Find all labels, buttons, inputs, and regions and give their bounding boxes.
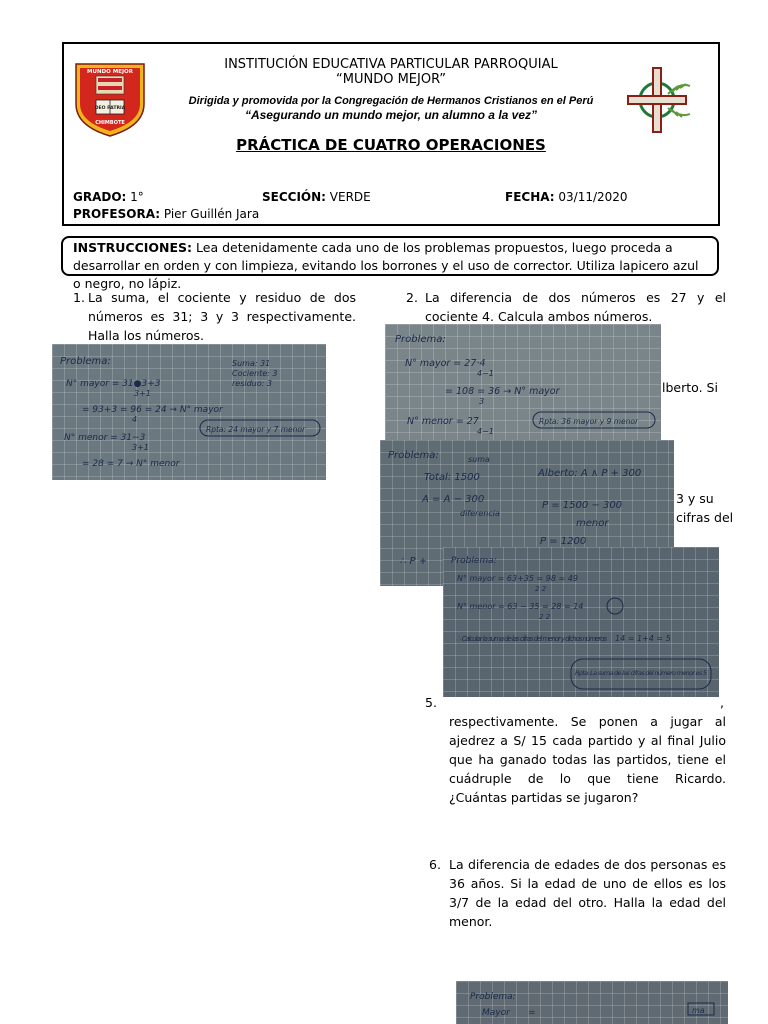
photo-line: 3 bbox=[479, 397, 485, 406]
grade-value: 1° bbox=[130, 190, 144, 204]
handwritten-solution-photo-1 bbox=[52, 344, 326, 480]
photo-heading: Problema: bbox=[60, 356, 111, 367]
problem-number: 6. bbox=[429, 857, 441, 872]
instructions-box bbox=[61, 236, 719, 291]
problem-5 bbox=[425, 695, 726, 807]
photo-heading: Problema: bbox=[451, 556, 497, 566]
photo-line: N° menor = 31−3 bbox=[64, 433, 146, 443]
problem-text: La suma, el cociente y residuo de dos números es 31; 3 y 3 respectivamente. Halla los números. bbox=[88, 290, 356, 343]
crest-bottom-text: CHIMBOTE bbox=[95, 120, 125, 126]
photo-line: Mayor bbox=[482, 1008, 510, 1018]
photo-line: N° mayor = 31●3+3 bbox=[66, 379, 161, 389]
problem-text: respectivamente. Se ponen a jugar al ajedrez a S/ 15 cada partido y al final Julio que ha ganado todas las partidos, tiene el cuádruple de lo que tiene Ricardo. ¿Cuántas partidas se jugaron? bbox=[449, 714, 726, 805]
problem-number: 5. bbox=[425, 695, 437, 710]
section-label: SECCIÓN: bbox=[262, 190, 326, 204]
photo-line: 2 2 bbox=[535, 585, 547, 593]
photo-line: 3+1 bbox=[134, 389, 151, 398]
photo-line: A = A − 300 bbox=[422, 494, 485, 505]
teacher-field bbox=[73, 207, 259, 221]
date-label: FECHA: bbox=[505, 190, 555, 204]
occluded-fragment: lberto. Si bbox=[662, 380, 718, 395]
motto-line: “Asegurando un mundo mejor, un alumno a la vez” bbox=[244, 108, 538, 122]
photo-line: ∴ P + bbox=[400, 556, 428, 567]
handwritten-solution-photo-5 bbox=[456, 981, 728, 1024]
problem-number: 2. bbox=[406, 290, 418, 305]
occluded-fragment: 3 y su bbox=[676, 491, 714, 506]
photo-line: P = 1200 bbox=[540, 536, 587, 547]
photo-line: suma bbox=[468, 455, 490, 464]
photo-line: menor bbox=[576, 518, 609, 529]
photo-line: = bbox=[528, 1008, 536, 1018]
problem-6 bbox=[429, 855, 726, 931]
teacher-label: PROFESORA: bbox=[73, 207, 161, 221]
grade-label: GRADO: bbox=[73, 190, 127, 204]
teacher-value: Pier Guillén Jara bbox=[163, 207, 260, 221]
photo-heading: Problema: bbox=[470, 992, 516, 1002]
photo-line: = 93+3 = 96 = 24 → N° mayor bbox=[82, 405, 223, 415]
photo-side-note: residuo: 3 bbox=[232, 379, 272, 388]
photo-line: 4−1 bbox=[477, 427, 494, 436]
directed-by-line: Dirigida y promovida por la Congregación de Hermanos Cristianos en el Perú bbox=[188, 95, 594, 107]
photo-line: P = 1500 − 300 bbox=[542, 500, 623, 511]
photo-line: Alberto: A ∧ P + 300 bbox=[538, 468, 642, 479]
instructions-label: INSTRUCCIONES: bbox=[73, 240, 193, 255]
section-value: VERDE bbox=[329, 190, 371, 204]
photo-heading: Problema: bbox=[388, 450, 439, 461]
photo-line: = 108 = 36 → N° mayor bbox=[445, 386, 560, 397]
photo-side-note: Cociente: 3 bbox=[232, 369, 278, 378]
date-field bbox=[505, 190, 628, 204]
section-field bbox=[262, 190, 371, 204]
crest-top-text: MUNDO MEJOR bbox=[87, 69, 133, 75]
photo-line: 14 = 1+4 = 5 bbox=[615, 634, 671, 643]
photo-line: ∴ Calcular la suma de las cifras del menor y dichos números bbox=[457, 635, 607, 643]
instructions-text: Lea detenidamente cada uno de los problemas propuestos, luego proceda a desarrollar en orden y con limpieza, evitando los borrones y el uso de corrector. Utiliza lapicero azul o negro, no lápiz. bbox=[73, 240, 699, 291]
school-name: “MUNDO MEJOR” bbox=[336, 72, 446, 87]
problem-number: 1. bbox=[73, 290, 85, 305]
photo-answer: Rpta: La suma de las cifras del número menor es 5 bbox=[575, 669, 707, 677]
problem-2 bbox=[406, 288, 726, 326]
photo-line: 3+1 bbox=[132, 443, 149, 452]
grade-field bbox=[73, 190, 144, 204]
photo-line: N° menor = 63 − 35 = 28 = 14 bbox=[457, 602, 584, 611]
page-title: PRÁCTICA DE CUATRO OPERACIONES bbox=[236, 136, 546, 154]
photo-line: 4 bbox=[132, 415, 138, 424]
photo-heading: Problema: bbox=[395, 334, 446, 345]
photo-line: N° menor = 27 bbox=[407, 416, 479, 427]
date-value: 03/11/2020 bbox=[558, 190, 628, 204]
problem-1 bbox=[73, 288, 356, 345]
photo-line: N° mayor = 27·4 bbox=[405, 358, 486, 369]
handwritten-solution-photo-2 bbox=[385, 324, 661, 440]
problem-text: La diferencia de dos números es 27 y el cociente 4. Calcula ambos números. bbox=[425, 290, 726, 324]
photo-line: N° mayor = 63+35 = 98 = 49 bbox=[457, 574, 578, 583]
handwritten-solution-photo-4 bbox=[443, 547, 719, 697]
photo-line: diferencia bbox=[460, 509, 500, 518]
occluded-fragment: cifras del bbox=[676, 510, 734, 525]
photo-line: 2 2 bbox=[539, 613, 551, 621]
photo-line: ma bbox=[692, 1006, 705, 1015]
photo-line: 4−1 bbox=[477, 369, 494, 378]
institution-name: INSTITUCIÓN EDUCATIVA PARTICULAR PARROQUIAL bbox=[224, 57, 558, 72]
crest-book-text: DEO PATRIA bbox=[94, 106, 126, 111]
photo-line: = 28 = 7 → N° menor bbox=[82, 459, 180, 469]
photo-line: Total: 1500 bbox=[424, 472, 480, 483]
problem-text: La diferencia de edades de dos personas es 36 años. Si la edad de uno de ellos es los 3/7 de la edad del otro. Halla la edad del menor. bbox=[449, 857, 726, 929]
occluded-fragment: , bbox=[720, 695, 724, 710]
photo-answer: Rpta: 36 mayor y 9 menor bbox=[539, 417, 639, 426]
photo-answer: Rpta: 24 mayor y 7 menor bbox=[206, 425, 306, 434]
photo-side-note: Suma: 31 bbox=[232, 359, 271, 368]
